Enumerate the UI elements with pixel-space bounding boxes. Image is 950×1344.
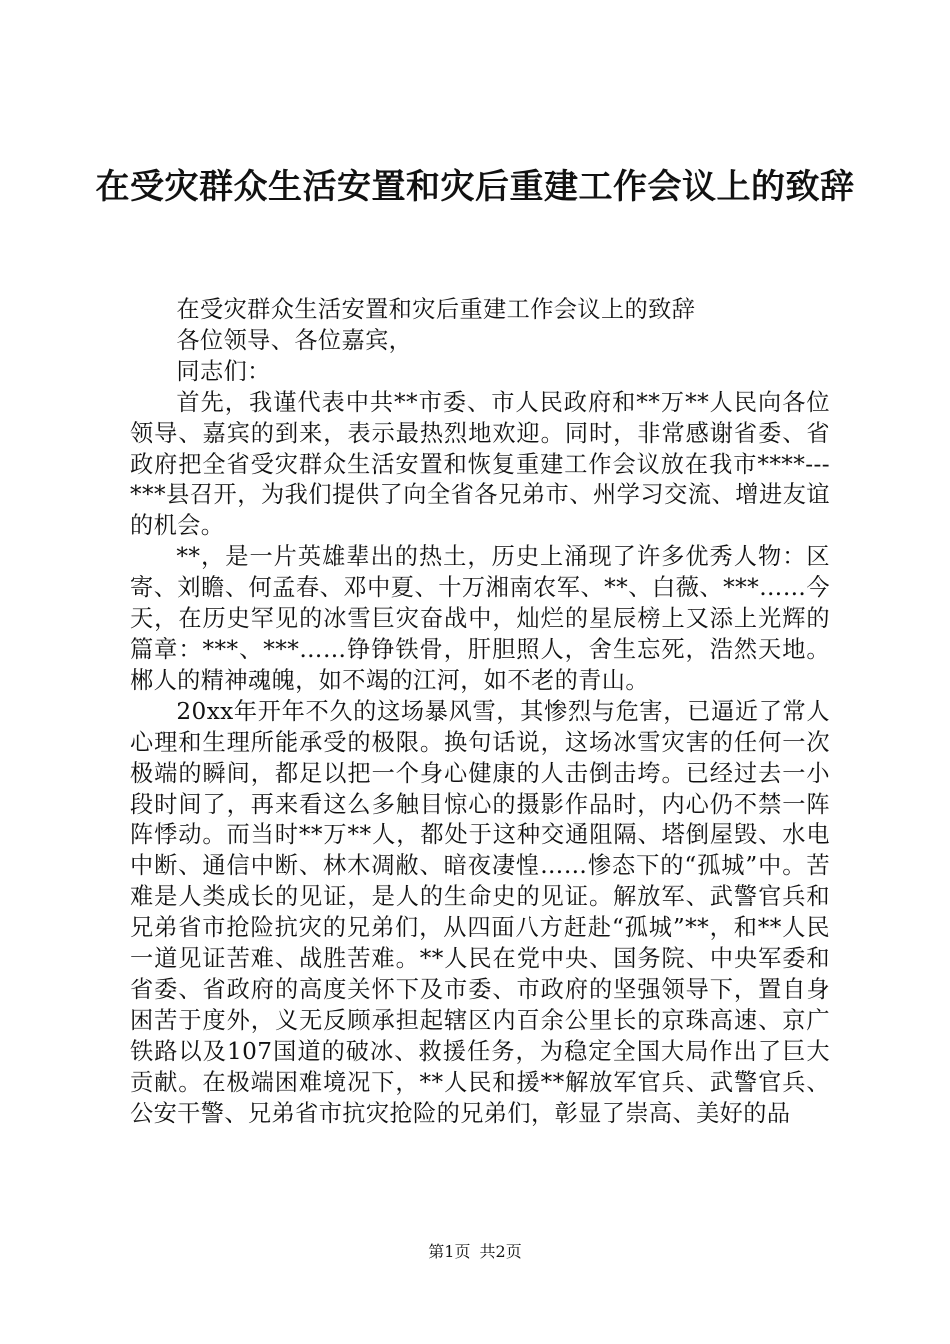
paragraph-welcome: 首先，我谨代表中共**市委、市人民政府和**万**人民向各位领导、嘉宾的到来，表示最热烈地欢迎。同时，非常感谢省委、省政府把全省受灾群众生活安置和恢复重建工作会议放在我市****---***县召开，为我们提供了向全省各兄弟市、州学习交流、增进友谊的机会。 (130, 388, 830, 540)
document-body (130, 295, 830, 1129)
paragraph-snowstorm: 20xx年开年不久的这场暴风雪，其惨烈与危害，已逼近了常人心理和生理所能承受的极限。换句话说，这场冰雪灾害的任何一次极端的瞬间，都足以把一个身心健康的人击倒击垮。已经过去一小段时间了，再来看这么多触目惊心的摄影作品时，内心仍不禁一阵阵悸动。而当时**万**人，都处于这种交通阻隔、塔倒屋毁、水电中断、通信中断、林木凋敝、暗夜凄惶……惨态下的“孤城”中。苦难是人类成长的见证，是人的生命史的见证。解放军、武警官兵和兄弟省市抢险抗灾的兄弟们，从四面八方赶赴“孤城”**，和**人民一道见证苦难、战胜苦难。**人民在党中央、国务院、中央军委和省委、省政府的高度关怀下及市委、市政府的坚强领导下，置自身困苦于度外，义无反顾承担起辖区内百余公里长的京珠高速、京广铁路以及107国道的破冰、救援任务，为稳定全国大局作出了巨大贡献。在极端困难境况下，**人民和援**解放军官兵、武警官兵、公安干警、兄弟省市抗灾抢险的兄弟们，彰显了崇高、美好的品 (130, 697, 830, 1127)
paragraph-salutation-comrades: 同志们： (176, 357, 271, 385)
page-number: 第1页 (428, 1242, 471, 1261)
page-footer (0, 1242, 950, 1262)
document-title: 在受灾群众生活安置和灾后重建工作会议上的致辞 (95, 167, 855, 207)
paragraph-subtitle: 在受灾群众生活安置和灾后重建工作会议上的致辞 (176, 296, 696, 323)
paragraph-heroes: **，是一片英雄辈出的热土，历史上涌现了许多优秀人物：区寄、刘瞻、何孟春、邓中夏、十万湘南农军、**、白薇、***……今天，在历史罕见的冰雪巨灾奋战中，灿烂的星辰榜上又添上光辉的篇章：***、***……铮铮铁骨，肝胆照人，舍生忘死，浩然天地。郴人的精神魂魄，如不竭的江河，如不老的青山。 (130, 543, 830, 694)
page-total: 共2页 (479, 1242, 522, 1261)
paragraph-salutation-guests: 各位领导、各位嘉宾， (176, 326, 413, 354)
